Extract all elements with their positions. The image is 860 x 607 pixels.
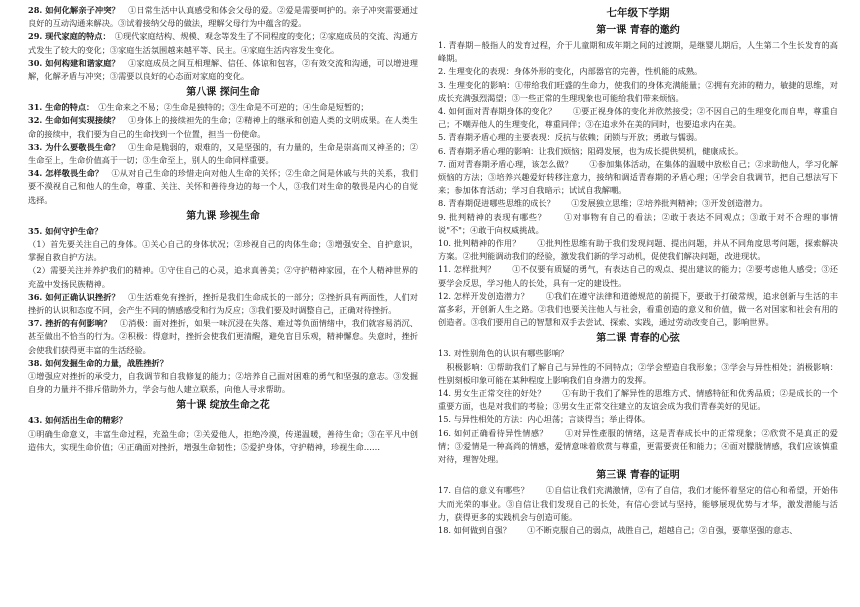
answer-text: ①日常生活中认真感受和体会父母的爱。②爱是需要呵护的。亲子冲突需要通过良好的互动沟通来解决。③试着接纳父母的做法，理解父母行为中蕴含的爱。 [28,5,418,29]
answer-text: ①从对自己生命的珍惜走向对他人生命的关怀；②生命之间是休戚与共的关系，我们要不漠视自己和他人的生命，尊重、关注、关怀和善待身边的每一个人，③我们对生命的敬畏是内心的自觉选择。 [28,168,418,205]
section-heading: 七年级下学期 [606,7,670,19]
question-item [28,141,418,167]
question-item [28,167,418,207]
question-title: 37. 挫折的有何影响？ [28,318,112,329]
question-item [28,357,418,370]
paragraph: ①增强应对挫折的承受力，自我调节和自我修复的能力；②培养自己面对困难的勇气和坚强的意志。③发掘自身的力量并不排斥借助外力，学会与他人建立联系，向他人寻求帮助。 [28,371,418,395]
answer-text: ①生命来之不易；②生命是独特的；③生命是不可逆的；④生命是短暂的； [98,102,369,113]
section-heading: 第八课 探问生命 [186,87,260,99]
paragraph: 11. 怎样批判？ ①不仅要有质疑的勇气，有表达自己的观点、提出建议的能力；②要考虑他人感受；③还要学会反思，学习他人的长处，具有一定的建设性。 [438,264,838,288]
section-heading: 第十课 绽放生命之花 [176,400,270,412]
paragraph: 17. 自信的意义有哪些？ ①自信让我们充满激情，②有了自信，我们才能怀着坚定的信心和希望，开始伟大而光荣的事业。③自信让我们发现自己的长处，有信心尝试与坚持，能够展现优势与才华，激发潜能与活力，获得更多的实践机会与创造可能。 [438,485,838,522]
question-title: 35. 如何守护生命？ [28,225,103,236]
paragraph: 积极影响：①帮助我们了解自己与异性的不同特点；②学会塑造自我形象；③学会与异性相处；消极影响：性别刻板印象可能在某种程度上影响我们自身潜力的发挥。 [438,361,838,385]
question-item [28,114,418,140]
question-title: 43. 如何活出生命的精彩？ [28,415,127,426]
left-column [28,4,418,607]
section-heading: 第三课 青春的证明 [596,470,680,482]
question-item [28,414,418,427]
question-item [28,57,418,83]
question-title: 38. 如何发掘生命的力量，战胜挫折？ [28,357,168,368]
paragraph: 8. 青春期促进哪些思维的成长？ ①发展独立思维；②培养批判精神；③开发创造潜力。 [438,198,768,209]
paragraph: 3. 生理变化的影响：①带给我们旺盛的生命力，使我们的身体充满能量；②拥有充沛的精力，敏捷的思维，对成长充满强烈渴望；③一些正常的生理现象也可能给我们带来烦恼。 [438,79,838,103]
question-title: 36. 如何正确认识挫折？ [28,291,120,302]
question-item [28,225,418,238]
question-item [28,317,418,357]
question-item [28,101,418,114]
section-heading: 第二课 青春的心弦 [596,333,680,345]
paragraph: 15. 与异性相处的方法：内心坦荡；言谈得当；举止得体。 [438,414,651,425]
paragraph: ①明确生命意义，丰富生命过程，充盈生命；②关爱他人，拒绝冷漠，传递温暖，善待生命；③在平凡中创造伟大，实现生命价值；④正确面对挫折，增强生命韧性；⑤爱护身体，守护精神，珍视生命…… [28,428,418,452]
question-title: 32. 生命如何实现接续？ [28,115,120,126]
paragraph: 13. 对性别角色的认识有哪些影响？ [438,348,569,359]
paragraph: （1）首先要关注自己的身体。①关心自己的身体状况；②珍视自己的肉体生命；③增强安全、自护意识，掌握自救自护方法。 [28,239,418,263]
paragraph: 6. 青春期矛盾心理的影响：让我们烦恼；阻碍发展，也为成长提供契机，健康成长。 [438,145,744,156]
paragraph: （2）需要关注并养护我们的精神。①守住自己的心灵，追求真善美；②守护精神家园，在个人精神世界的充盈中发扬民族精神。 [28,265,418,289]
section-heading: 第九课 珍视生命 [186,210,260,222]
answer-text: ①消极：面对挫折，如果一味沉浸在失落、难过等负面情绪中，我们就容易消沉、甚至做出不恰当的行为。②积极：得意时，挫折会使我们更清醒，避免盲目乐观，精神懈怠。失意时，挫折会使我们获得更丰富的生活经验。 [28,318,418,355]
question-item [28,291,418,317]
paragraph: 16. 如何正确看待异性情感？ ①对异性產服的情绪，这是青春成长中的正常现象；②欣赏不是真正的爱情；③爱情是一种高尚的情感，爱情意味着欣赏与尊重，更需要责任和能力；④面对朦胧情感，我们应该慎重对待，理智处理。 [438,427,838,465]
answer-text: ①生活难免有挫折，挫折是我们生命成长的一部分；②挫折具有两面性，人们对挫折的认识和态度不同，会产生不同的情感感受和行为反应；③我们要及时调整自己，正确对待挫折。 [28,291,418,316]
answer-text: ①生命是脆弱的，艰难的，又是坚强的，有力量的，生命是崇高而又神圣的；②生命至上，生命价值高于一切；③生命至上，别人的生命同样重要。 [28,141,418,166]
paragraph: 5. 青春期矛盾心理的主要表现：反抗与依赖；闭锁与开放；勇敢与懦弱。 [438,132,703,143]
paragraph: 12. 怎样开发创造潜力？ ①我们在遵守法律和道德规范的前提下，要敢于打破常规，追求创新与生活的丰富多彩，开创新人生之路。②我们也要关注他人与社会，看重创造的意义和价值，做一名对国家和社会有用的创造者。③我们要用自己的智慧和双手去尝试、探索、实践，通过劳动改变自己，影响世界。 [438,290,838,328]
answer-text: ①身体上的接续袒先的生命；②精神上的继承和创造人类的文明成果。在人类生命的接续中，我们要为自己的生命找到一个位置，担当一份使命。 [28,115,418,139]
paragraph: 18. 如何做到自强？ ①不断克服自己的弱点，战胜自己，超越自己；②自强，要靠坚强的意志、 [438,524,798,535]
question-title: 31. 生命的特点： [28,102,91,113]
paragraph: 2. 生理变化的表现：身体外形的变化，内部器官的完善，性机能的成熟。 [438,66,703,77]
question-item [28,30,418,56]
paragraph: 7. 面对青春期矛盾心理，该怎么做？ ①参加集体活动，在集体的温暖中放松自己；②求助他人，学习化解烦恼的方法；③培养兴趣爱好转移注意力，接纳和调适青春期的矛盾心理；④学会自我调节，把自己想法写下来；参加体育活动；学习自我暗示；试试自我解嘲。 [438,158,838,196]
paragraph: 10. 批判精神的作用？ ①批判性思维有助于我们发现问题、提出问题，并从不同角度思考问题，探索解决方案。②批判能调动我们的经验，激发我们新的学习动机，促使我们解决问题，改进现状。 [438,238,838,262]
question-title: 33. 为什么要敬畏生命？ [28,141,120,152]
right-column [438,4,838,607]
question-title: 30. 如何构建和谐家庭？ [28,57,120,68]
answer-text: ①家庭成员之间互相理解、信任、体谅和包容，②有效交流和沟通，可以增进理解，化解矛盾与冲突；③需要以良好的心态面对家庭的变化。 [28,57,418,82]
paragraph: 1. 青春期－般指人的发育过程，介于儿童期和成年期之间的过渡期，是继婴儿期后，人生第二个生长发育的高峰期。 [438,40,838,64]
paragraph: 4. 如何面对青春期身体的变化？ ①要正视身体的变化并欣然接受；②不因自己的生理变化而自卑，尊重自己；不嘲弄他人的生理变化，尊重同伴；③在追求外在美的同时，也要追求内在美。 [438,106,838,130]
paragraph: 14. 男女生正常交往的好处？ ①有助于我们了解异性的思维方式、情感特征和优秀品质；②是成长的一个重要方面，也是对我们的考验；③男女生正常交往建立的友谊会成为我们青春美好的见证。 [438,388,838,412]
question-title: 29. 现代家庭的特点： [28,31,107,42]
question-title: 28. 如何化解亲子冲突？ [28,5,120,15]
paragraph: 9. 批判精神的表现有哪些？ ①对事物有自己的看法；②敢于表达不同观点；③敢于对不合理的事情说"不"；④敢于向权威挑战。 [438,211,838,235]
section-heading: 第一课 青春的邀约 [596,25,680,36]
question-item [28,4,418,30]
answer-text: ①现代家庭结构、规模、观念等发生了不同程度的变化；②家庭成员的交流、沟通方式发生了较大的变化；③家庭生活氛围越来越平等、民主。④家庭生活内容发生变化。 [28,31,418,55]
question-title: 34. 怎样敬畏生命？ [28,168,104,179]
